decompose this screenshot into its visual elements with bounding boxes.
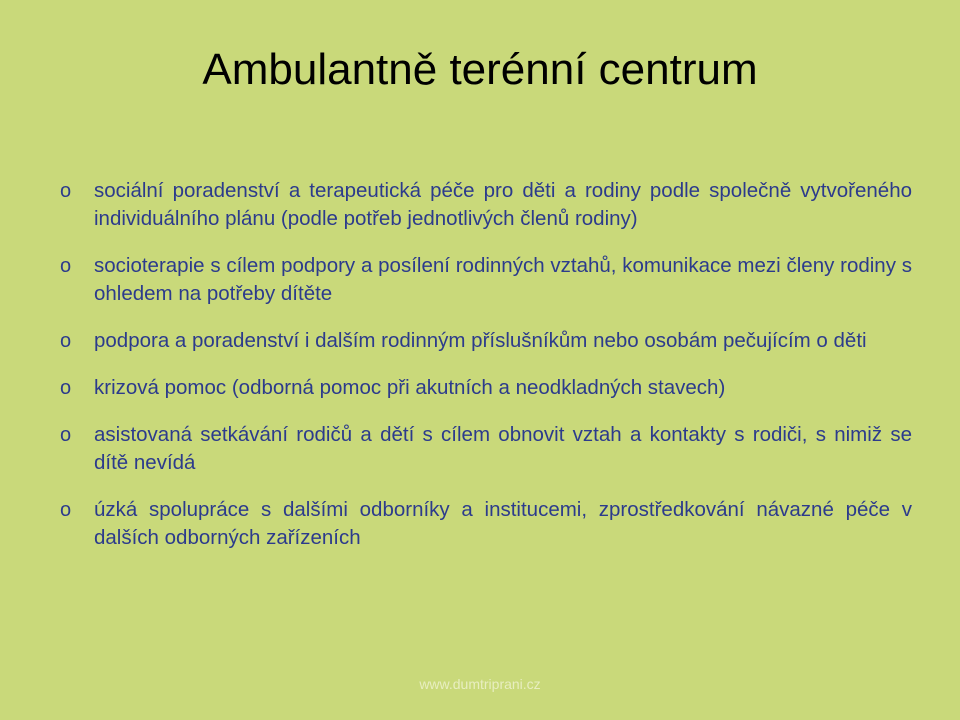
- bullet-item: [60, 252, 912, 308]
- bullet-text: sociální poradenství a terapeutická péče pro děti a rodiny podle společně vytvořeného individuálního plánu (podle potřeb jednotlivých členů rodiny): [94, 179, 912, 230]
- bullet-item: [60, 177, 912, 233]
- bullet-item: [60, 327, 912, 355]
- bullet-item: [60, 374, 912, 402]
- bullet-text: asistovaná setkávání rodičů a dětí s cílem obnovit vztah a kontakty s rodiči, s nimiž se dítě nevídá: [94, 423, 912, 474]
- bullet-list: [60, 177, 912, 552]
- bullet-marker: o: [60, 255, 72, 277]
- bullet-marker: o: [60, 330, 72, 352]
- bullet-marker: o: [60, 424, 72, 446]
- bullet-marker: o: [60, 377, 72, 399]
- bullet-text: podpora a poradenství i dalším rodinným příslušníkům nebo osobám pečujícím o děti: [94, 329, 867, 352]
- bullet-marker: o: [60, 499, 72, 521]
- bullet-text: úzká spolupráce s dalšími odborníky a institucemi, zprostředkování návazné péče v dalších odborných zařízeních: [94, 498, 912, 549]
- bullet-text: krizová pomoc (odborná pomoc při akutních a neodkladných stavech): [94, 376, 726, 399]
- bullet-item: [60, 421, 912, 477]
- footer-url: www.dumtriprani.cz: [419, 676, 541, 692]
- bullet-marker: o: [60, 180, 72, 202]
- bullet-item: [60, 496, 912, 552]
- slide-title: Ambulantně terénní centrum: [202, 45, 758, 94]
- bullet-text: socioterapie s cílem podpory a posílení rodinných vztahů, komunikace mezi členy rodiny s ohledem na potřeby dítěte: [94, 254, 912, 305]
